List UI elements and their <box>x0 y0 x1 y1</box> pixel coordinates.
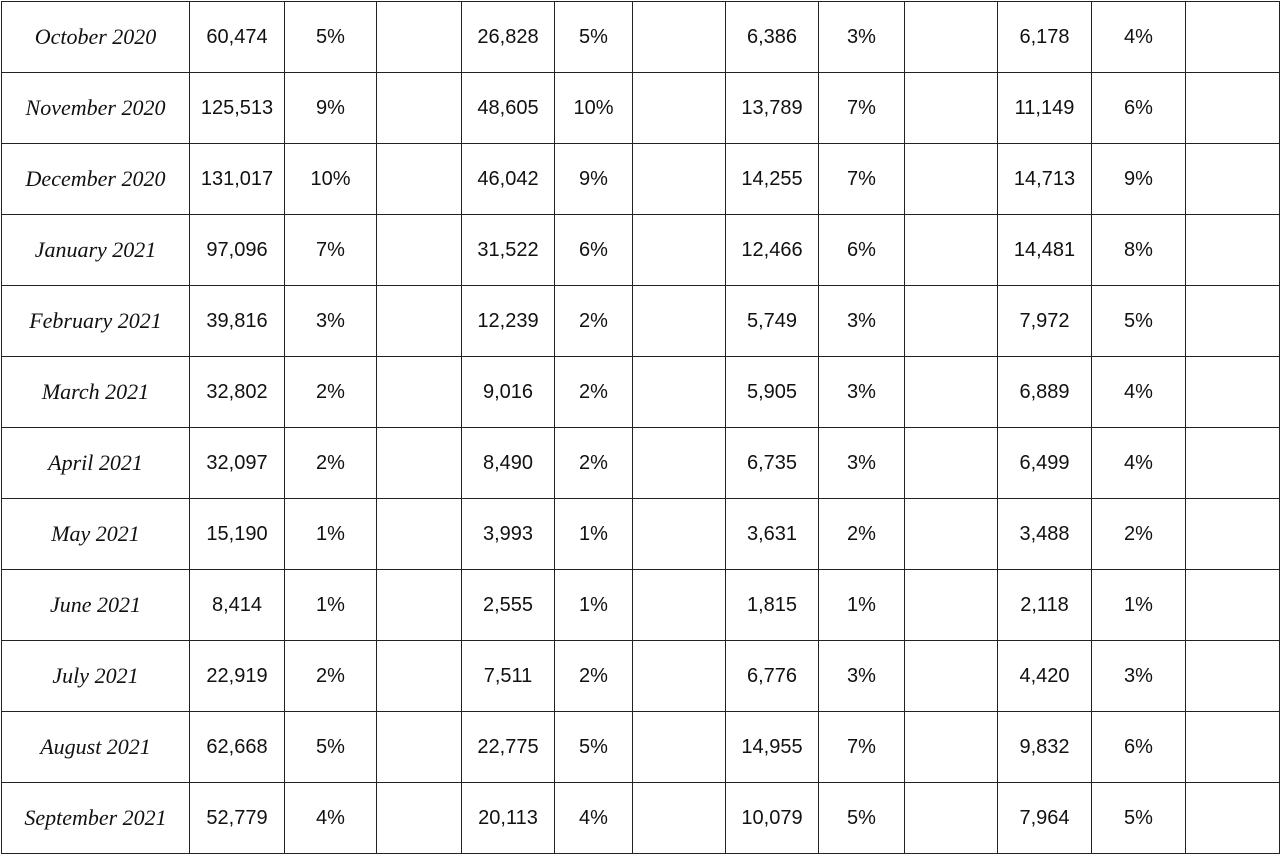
group1-percent-cell: 1% <box>285 499 377 570</box>
group2-value-cell: 22,775 <box>462 712 555 783</box>
group4-percent-cell: 2% <box>1092 499 1186 570</box>
empty-cell <box>1186 357 1280 428</box>
group4-value-cell: 11,149 <box>998 73 1092 144</box>
group1-value-cell: 15,190 <box>190 499 285 570</box>
month-cell: October 2020 <box>2 2 190 73</box>
table-row <box>2 73 1280 144</box>
group3-percent-cell: 7% <box>819 712 905 783</box>
month-cell: June 2021 <box>2 570 190 641</box>
group4-percent-cell: 1% <box>1092 570 1186 641</box>
group2-percent-cell: 5% <box>555 2 633 73</box>
table-row <box>2 286 1280 357</box>
empty-cell <box>905 357 998 428</box>
group3-percent-cell: 3% <box>819 428 905 499</box>
group3-value-cell: 10,079 <box>726 783 819 854</box>
month-cell: January 2021 <box>2 215 190 286</box>
group1-percent-cell: 3% <box>285 286 377 357</box>
group1-percent-cell: 2% <box>285 641 377 712</box>
empty-cell <box>377 570 462 641</box>
group1-value-cell: 62,668 <box>190 712 285 783</box>
group4-percent-cell: 3% <box>1092 641 1186 712</box>
group4-percent-cell: 6% <box>1092 712 1186 783</box>
group3-value-cell: 14,255 <box>726 144 819 215</box>
group2-value-cell: 31,522 <box>462 215 555 286</box>
empty-cell <box>905 712 998 783</box>
empty-cell <box>905 286 998 357</box>
group1-percent-cell: 9% <box>285 73 377 144</box>
group3-percent-cell: 7% <box>819 144 905 215</box>
empty-cell <box>633 357 726 428</box>
empty-cell <box>377 712 462 783</box>
empty-cell <box>1186 286 1280 357</box>
group3-value-cell: 5,905 <box>726 357 819 428</box>
group2-value-cell: 3,993 <box>462 499 555 570</box>
group1-percent-cell: 4% <box>285 783 377 854</box>
month-cell: February 2021 <box>2 286 190 357</box>
group4-value-cell: 9,832 <box>998 712 1092 783</box>
group1-value-cell: 131,017 <box>190 144 285 215</box>
empty-cell <box>905 144 998 215</box>
group1-value-cell: 97,096 <box>190 215 285 286</box>
group4-percent-cell: 5% <box>1092 783 1186 854</box>
empty-cell <box>905 2 998 73</box>
group4-value-cell: 14,481 <box>998 215 1092 286</box>
group1-percent-cell: 2% <box>285 428 377 499</box>
table-row <box>2 783 1280 854</box>
group3-value-cell: 14,955 <box>726 712 819 783</box>
group2-value-cell: 20,113 <box>462 783 555 854</box>
group1-value-cell: 60,474 <box>190 2 285 73</box>
group3-value-cell: 6,776 <box>726 641 819 712</box>
empty-cell <box>377 2 462 73</box>
empty-cell <box>1186 73 1280 144</box>
table-row <box>2 712 1280 783</box>
empty-cell <box>905 215 998 286</box>
empty-cell <box>633 570 726 641</box>
group3-value-cell: 5,749 <box>726 286 819 357</box>
group3-percent-cell: 5% <box>819 783 905 854</box>
table-row <box>2 144 1280 215</box>
group4-percent-cell: 4% <box>1092 2 1186 73</box>
group3-percent-cell: 3% <box>819 641 905 712</box>
group3-percent-cell: 3% <box>819 2 905 73</box>
group2-percent-cell: 6% <box>555 215 633 286</box>
empty-cell <box>1186 499 1280 570</box>
group3-value-cell: 12,466 <box>726 215 819 286</box>
empty-cell <box>633 712 726 783</box>
group4-value-cell: 14,713 <box>998 144 1092 215</box>
table-row <box>2 499 1280 570</box>
empty-cell <box>633 428 726 499</box>
group4-percent-cell: 9% <box>1092 144 1186 215</box>
monthly-data-table <box>1 1 1280 854</box>
empty-cell <box>905 499 998 570</box>
group4-percent-cell: 6% <box>1092 73 1186 144</box>
empty-cell <box>377 499 462 570</box>
group4-percent-cell: 4% <box>1092 428 1186 499</box>
empty-cell <box>633 215 726 286</box>
group2-percent-cell: 1% <box>555 499 633 570</box>
group3-percent-cell: 2% <box>819 499 905 570</box>
group2-value-cell: 8,490 <box>462 428 555 499</box>
group3-percent-cell: 6% <box>819 215 905 286</box>
empty-cell <box>905 783 998 854</box>
group4-percent-cell: 4% <box>1092 357 1186 428</box>
group1-percent-cell: 10% <box>285 144 377 215</box>
group4-value-cell: 4,420 <box>998 641 1092 712</box>
table-row <box>2 570 1280 641</box>
month-cell: March 2021 <box>2 357 190 428</box>
group1-value-cell: 39,816 <box>190 286 285 357</box>
group3-value-cell: 1,815 <box>726 570 819 641</box>
empty-cell <box>377 357 462 428</box>
group2-percent-cell: 5% <box>555 712 633 783</box>
month-cell: December 2020 <box>2 144 190 215</box>
group2-value-cell: 46,042 <box>462 144 555 215</box>
table-row <box>2 428 1280 499</box>
group2-percent-cell: 2% <box>555 286 633 357</box>
group2-percent-cell: 2% <box>555 428 633 499</box>
empty-cell <box>377 73 462 144</box>
empty-cell <box>905 570 998 641</box>
group2-percent-cell: 2% <box>555 357 633 428</box>
group3-percent-cell: 3% <box>819 286 905 357</box>
empty-cell <box>633 783 726 854</box>
group2-value-cell: 12,239 <box>462 286 555 357</box>
empty-cell <box>377 641 462 712</box>
table-row <box>2 357 1280 428</box>
group2-value-cell: 2,555 <box>462 570 555 641</box>
month-cell: September 2021 <box>2 783 190 854</box>
empty-cell <box>905 641 998 712</box>
table-body <box>2 2 1280 854</box>
group4-value-cell: 6,889 <box>998 357 1092 428</box>
group2-percent-cell: 1% <box>555 570 633 641</box>
group1-value-cell: 125,513 <box>190 73 285 144</box>
empty-cell <box>633 2 726 73</box>
group2-percent-cell: 2% <box>555 641 633 712</box>
empty-cell <box>1186 428 1280 499</box>
month-cell: July 2021 <box>2 641 190 712</box>
table-row <box>2 2 1280 73</box>
empty-cell <box>377 428 462 499</box>
group4-value-cell: 6,499 <box>998 428 1092 499</box>
group1-percent-cell: 2% <box>285 357 377 428</box>
group3-percent-cell: 1% <box>819 570 905 641</box>
empty-cell <box>1186 712 1280 783</box>
empty-cell <box>1186 144 1280 215</box>
empty-cell <box>377 783 462 854</box>
group1-percent-cell: 1% <box>285 570 377 641</box>
empty-cell <box>633 499 726 570</box>
group1-value-cell: 22,919 <box>190 641 285 712</box>
group4-percent-cell: 5% <box>1092 286 1186 357</box>
group1-percent-cell: 5% <box>285 2 377 73</box>
month-cell: November 2020 <box>2 73 190 144</box>
group1-percent-cell: 7% <box>285 215 377 286</box>
empty-cell <box>1186 783 1280 854</box>
group3-value-cell: 6,386 <box>726 2 819 73</box>
group4-percent-cell: 8% <box>1092 215 1186 286</box>
empty-cell <box>1186 641 1280 712</box>
group3-percent-cell: 3% <box>819 357 905 428</box>
group3-value-cell: 13,789 <box>726 73 819 144</box>
group2-percent-cell: 9% <box>555 144 633 215</box>
group2-percent-cell: 4% <box>555 783 633 854</box>
empty-cell <box>633 73 726 144</box>
group1-value-cell: 52,779 <box>190 783 285 854</box>
group2-value-cell: 48,605 <box>462 73 555 144</box>
empty-cell <box>377 215 462 286</box>
table-row <box>2 215 1280 286</box>
group1-value-cell: 32,802 <box>190 357 285 428</box>
group4-value-cell: 7,964 <box>998 783 1092 854</box>
empty-cell <box>905 73 998 144</box>
group1-value-cell: 8,414 <box>190 570 285 641</box>
group2-value-cell: 7,511 <box>462 641 555 712</box>
empty-cell <box>633 286 726 357</box>
empty-cell <box>377 144 462 215</box>
group3-value-cell: 6,735 <box>726 428 819 499</box>
month-cell: April 2021 <box>2 428 190 499</box>
empty-cell <box>377 286 462 357</box>
group4-value-cell: 7,972 <box>998 286 1092 357</box>
empty-cell <box>1186 570 1280 641</box>
group3-value-cell: 3,631 <box>726 499 819 570</box>
table-row <box>2 641 1280 712</box>
month-cell: August 2021 <box>2 712 190 783</box>
empty-cell <box>633 144 726 215</box>
group1-value-cell: 32,097 <box>190 428 285 499</box>
empty-cell <box>1186 2 1280 73</box>
group4-value-cell: 3,488 <box>998 499 1092 570</box>
month-cell: May 2021 <box>2 499 190 570</box>
group4-value-cell: 6,178 <box>998 2 1092 73</box>
group2-value-cell: 9,016 <box>462 357 555 428</box>
group2-percent-cell: 10% <box>555 73 633 144</box>
empty-cell <box>905 428 998 499</box>
group2-value-cell: 26,828 <box>462 2 555 73</box>
group3-percent-cell: 7% <box>819 73 905 144</box>
group1-percent-cell: 5% <box>285 712 377 783</box>
empty-cell <box>1186 215 1280 286</box>
group4-value-cell: 2,118 <box>998 570 1092 641</box>
empty-cell <box>633 641 726 712</box>
